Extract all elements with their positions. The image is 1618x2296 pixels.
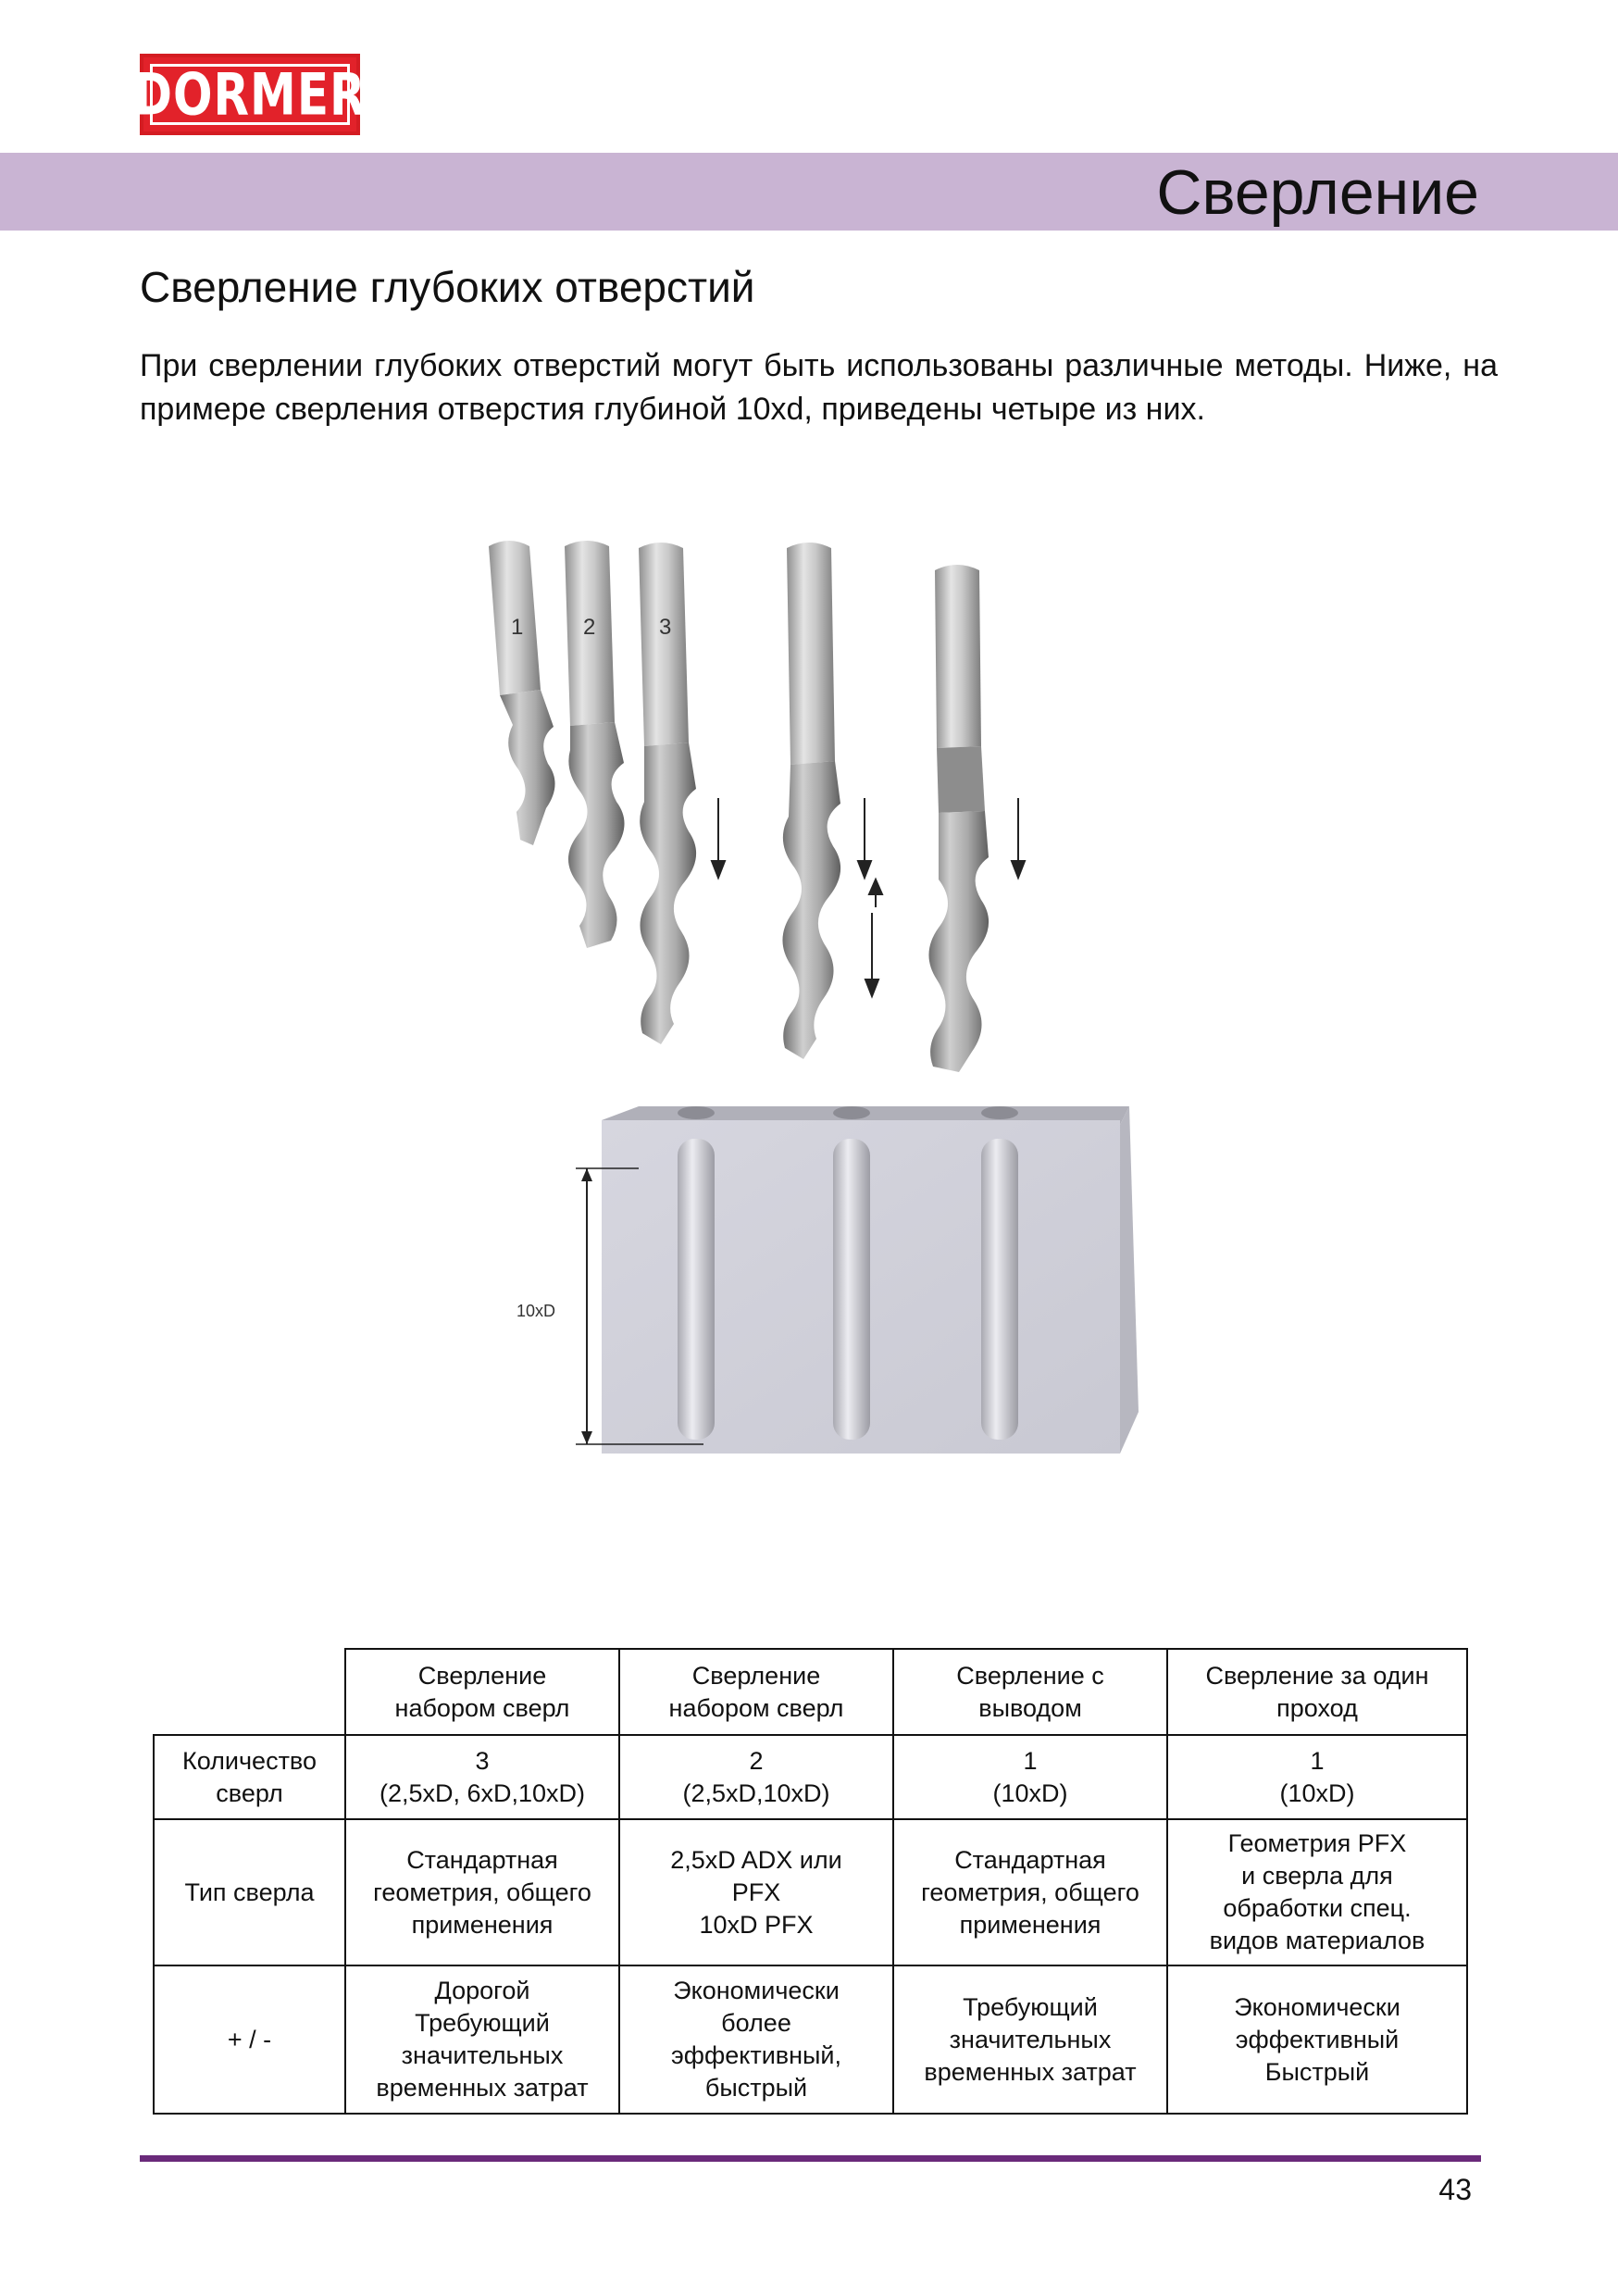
- drill-1: [489, 541, 555, 845]
- depth-label: 10xD: [517, 1302, 556, 1320]
- table-cell: Стандартная геометрия, общего применения: [345, 1819, 619, 1965]
- logo-text: DORMER: [133, 60, 367, 129]
- drill-number-2: 2: [583, 615, 596, 640]
- table-cell: Геометрия PFX и сверла для обработки спец. видов материалов: [1167, 1819, 1467, 1965]
- drilling-illustration: [472, 528, 1176, 1491]
- row-label: + / -: [154, 1965, 345, 2114]
- table-cell: 2,5xD ADX или PFX 10xD PFX: [619, 1819, 893, 1965]
- table-row: [154, 1819, 1467, 1965]
- table-cell: Стандартная геометрия, общего применения: [893, 1819, 1167, 1965]
- table-cell: Экономически более эффективный, быстрый: [619, 1965, 893, 2114]
- header-cell: Сверление набором сверл: [345, 1649, 619, 1735]
- drill-2: [565, 541, 625, 948]
- table-cell: 1 (10xD): [893, 1735, 1167, 1819]
- table-corner-cell: [154, 1649, 345, 1735]
- logo-frame: [133, 60, 367, 129]
- page-title: Сверление: [1156, 157, 1479, 228]
- header-cell: Сверление набором сверл: [619, 1649, 893, 1735]
- workpiece-block: [602, 1106, 1139, 1454]
- footer-rule: [140, 2155, 1481, 2162]
- table-cell: Требующий значительных временных затрат: [893, 1965, 1167, 2114]
- section-title: Сверление глубоких отверстий: [140, 263, 755, 311]
- dormer-logo: [133, 54, 367, 135]
- table-header-row: [154, 1649, 1467, 1735]
- methods-comparison-table: [153, 1648, 1468, 2115]
- table-cell: Экономически эффективный Быстрый: [1167, 1965, 1467, 2114]
- row-label: Тип сверла: [154, 1819, 345, 1965]
- table-cell: 3 (2,5xD, 6xD,10xD): [345, 1735, 619, 1819]
- table-row: [154, 1965, 1467, 2114]
- drill-5: [928, 565, 989, 1072]
- row-label: Количество сверл: [154, 1735, 345, 1819]
- header-cell: Сверление за один проход: [1167, 1649, 1467, 1735]
- intro-paragraph: При сверлении глубоких отверстий могут быть использованы различные методы. Ниже, на примере сверления отверстия глубиной 10xd, приведены четыре из них.: [140, 348, 1498, 427]
- table-row: [154, 1735, 1467, 1819]
- page-number: 43: [1438, 2173, 1472, 2206]
- drilling-methods-diagram: [472, 528, 1176, 1491]
- drill-3: [639, 543, 696, 1044]
- drill-number-3: 3: [659, 615, 672, 640]
- table-cell: 1 (10xD): [1167, 1735, 1467, 1819]
- header-cell: Сверление с выводом: [893, 1649, 1167, 1735]
- table-cell: Дорогой Требующий значительных временных затрат: [345, 1965, 619, 2114]
- title-band: [0, 153, 1618, 231]
- drill-number-1: 1: [511, 615, 524, 640]
- table-cell: 2 (2,5xD,10xD): [619, 1735, 893, 1819]
- drill-4: [782, 543, 840, 1059]
